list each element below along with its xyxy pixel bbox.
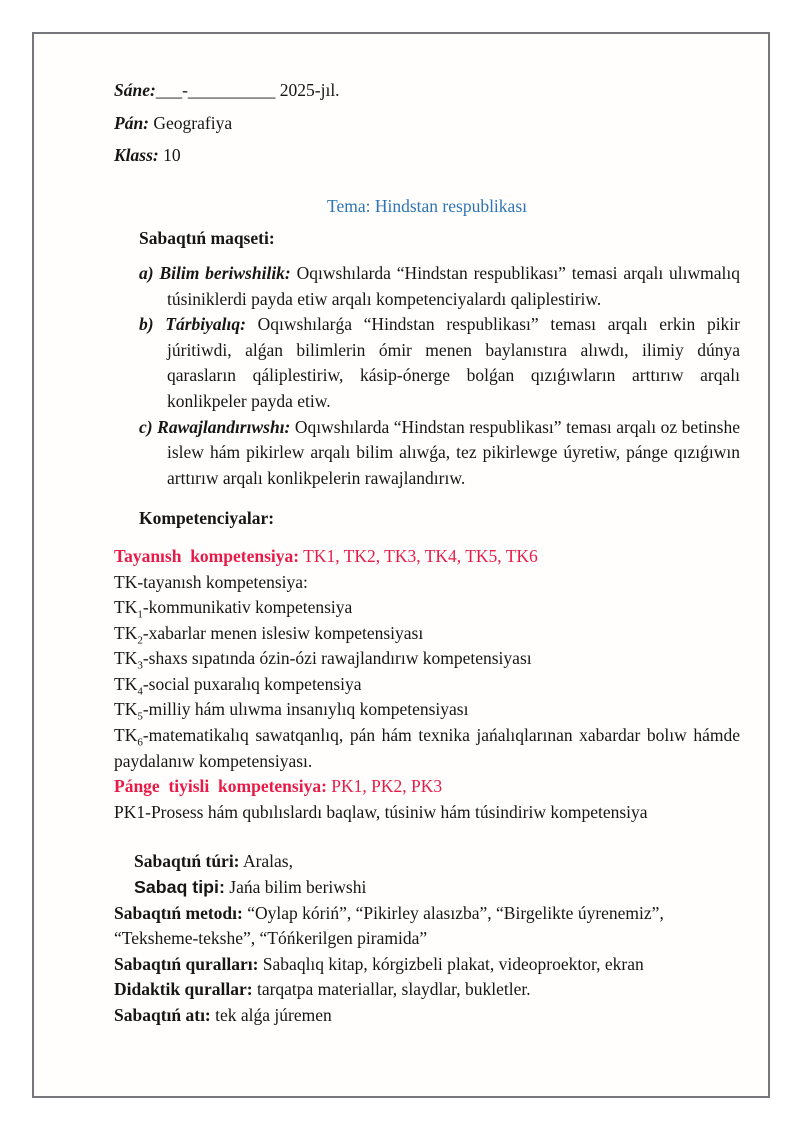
lesson-method-row bbox=[114, 901, 740, 952]
subject-line bbox=[114, 111, 740, 137]
subject-label: Pán: bbox=[114, 112, 149, 133]
document-content bbox=[34, 34, 768, 1029]
tk-text: -shaxs sıpatında ózin-ózi rawajlandırıw kompetensiyası bbox=[142, 648, 532, 669]
goal-text: Oqıwshılarda “Hindstan respublikası” teması arqalı oz betinshe islew hám pikirlew arqalı bilim alıwǵa, tez pikirlewge úyretiw, pánge qızıǵıwın arttırıw arqalı konlikpelerin rawajlandırıw. bbox=[167, 416, 741, 488]
tk-item bbox=[114, 621, 740, 647]
tk-subscript: 5 bbox=[137, 710, 143, 723]
tk-code: TK bbox=[114, 622, 138, 643]
document-page bbox=[32, 32, 770, 1098]
goals-list bbox=[114, 261, 740, 491]
subject-competency-line bbox=[114, 774, 740, 800]
lesson-type-label: Sabaqtıń túri: bbox=[134, 851, 240, 872]
lesson-tools-row bbox=[114, 952, 740, 978]
goal-item bbox=[114, 415, 740, 492]
didactic-tools-row bbox=[114, 977, 740, 1003]
tk-item bbox=[114, 646, 740, 672]
tk-subscript: 6 bbox=[137, 736, 143, 749]
tk-item bbox=[114, 595, 740, 621]
lesson-kind-row bbox=[114, 875, 740, 901]
tk-item bbox=[114, 697, 740, 723]
didactic-tools-label: Didaktik qurallar: bbox=[114, 979, 253, 1000]
lesson-header bbox=[114, 78, 740, 169]
base-competency-label: Tayanısh kompetensiya: bbox=[114, 545, 300, 566]
lesson-tools-label: Sabaqtıń quralları: bbox=[114, 953, 259, 974]
tk-code: TK bbox=[114, 725, 138, 746]
tk-subscript: 2 bbox=[137, 634, 143, 647]
goal-item bbox=[114, 312, 740, 414]
date-value: ___-__________ 2025-jıl. bbox=[155, 80, 340, 100]
goal-marker: c) bbox=[139, 416, 153, 437]
tk-code: TK bbox=[114, 673, 138, 694]
goals-heading: Sabaqtıń maqseti: bbox=[139, 228, 275, 249]
base-competency-line bbox=[114, 544, 740, 570]
lesson-name-row bbox=[114, 1003, 740, 1029]
goal-marker: b) bbox=[139, 314, 154, 335]
date-line bbox=[114, 78, 740, 104]
lesson-method-value: “Oylap kóriń”, “Pikirley alasızba”, “Birgelikte úyrenemiz”, “Teksheme-tekshe”, “Tóńkerilgen piramida” bbox=[114, 902, 664, 949]
lesson-type-value: Aralas, bbox=[242, 851, 293, 872]
lesson-kind-value: Jańa bilim beriwshi bbox=[229, 877, 367, 898]
date-label: Sáne: bbox=[114, 80, 156, 100]
tk-text: -xabarlar menen islesiw kompetensiyası bbox=[142, 622, 424, 643]
tk-text: -milliy hám ulıwma insanıylıq kompetensiyası bbox=[142, 699, 469, 720]
tk-subscript: 4 bbox=[137, 685, 143, 698]
tk-code: TK bbox=[114, 648, 138, 669]
tk-text: -matematikalıq sawatqanlıq, pán hám texnika jańalıqlarınan xabardar bolıw hámde paydalanıw kompetensiyası. bbox=[114, 725, 740, 771]
tk-code: TK bbox=[114, 699, 138, 720]
goal-item bbox=[114, 261, 740, 312]
tk-code: TK bbox=[114, 597, 138, 618]
lesson-title: Tema: Hindstan respublikası bbox=[327, 195, 527, 216]
goal-lead: Tárbiyalıq: bbox=[165, 314, 246, 335]
tk-item bbox=[114, 672, 740, 698]
didactic-tools-value: tarqatpa materiallar, slaydlar, bukletler. bbox=[256, 979, 531, 1000]
lesson-kind-label: Sabaq tipi: bbox=[134, 877, 225, 898]
tk-subscript: 3 bbox=[137, 659, 143, 672]
grade-line bbox=[114, 143, 740, 169]
goal-marker: a) bbox=[139, 262, 154, 283]
lesson-tools-value: Sabaqlıq kitap, kórgizbeli plakat, videoproektor, ekran bbox=[262, 953, 644, 974]
lesson-method-label: Sabaqtıń metodı: bbox=[114, 902, 243, 923]
subject-value: Geografiya bbox=[153, 112, 233, 133]
goal-lead: Bilim beriwshilik: bbox=[159, 262, 291, 283]
goal-text: Oqıwshılarǵa “Hindstan respublikası” teması arqalı erkin pikir júritiwdi, alǵan bilimlerin ómir menen baylanıstıra alıwdı, ilimiy dúnya qarasların qáliplestiriw, kásip-ónerge bolǵan qızıǵıwların arttırıw arqalı konlikpeler payda etiw. bbox=[167, 314, 740, 411]
goal-text: Oqıwshılarda “Hindstan respublikası” temasi arqalı ulıwmalıq túsiniklerdi payda etiw arqalı kompetenciyalardı qaliplestiriw. bbox=[167, 262, 741, 309]
tk-text: -kommunikativ kompetensiya bbox=[142, 597, 353, 618]
tk-list bbox=[114, 595, 740, 774]
pk-detail-line: PK1-Prosess hám qubılıslardı baqlaw, túsiniw hám túsindiriw kompetensiya bbox=[114, 801, 648, 822]
subject-competency-label: Pánge tiyisli kompetensiya: bbox=[114, 776, 327, 797]
base-competency-codes: TK1, TK2, TK3, TK4, TK5, TK6 bbox=[303, 545, 538, 566]
grade-label: Klass: bbox=[114, 145, 159, 166]
goal-lead: Rawajlandırıwshı: bbox=[157, 416, 291, 437]
subject-competency-codes: PK1, PK2, PK3 bbox=[331, 776, 443, 797]
tk-item bbox=[114, 723, 740, 774]
lesson-name-label: Sabaqtıń atı: bbox=[114, 1005, 211, 1025]
competencies-heading: Kompetenciyalar: bbox=[139, 508, 275, 529]
tk-intro-line: TK-tayanısh kompetensiya: bbox=[114, 571, 308, 592]
lesson-details bbox=[114, 849, 740, 1028]
lesson-name-value: tek alǵa júremen bbox=[215, 1005, 332, 1025]
tk-subscript: 1 bbox=[137, 608, 143, 621]
grade-value: 10 bbox=[163, 145, 181, 166]
lesson-type-row bbox=[114, 849, 740, 875]
tk-text: -social puxaralıq kompetensiya bbox=[142, 673, 362, 694]
